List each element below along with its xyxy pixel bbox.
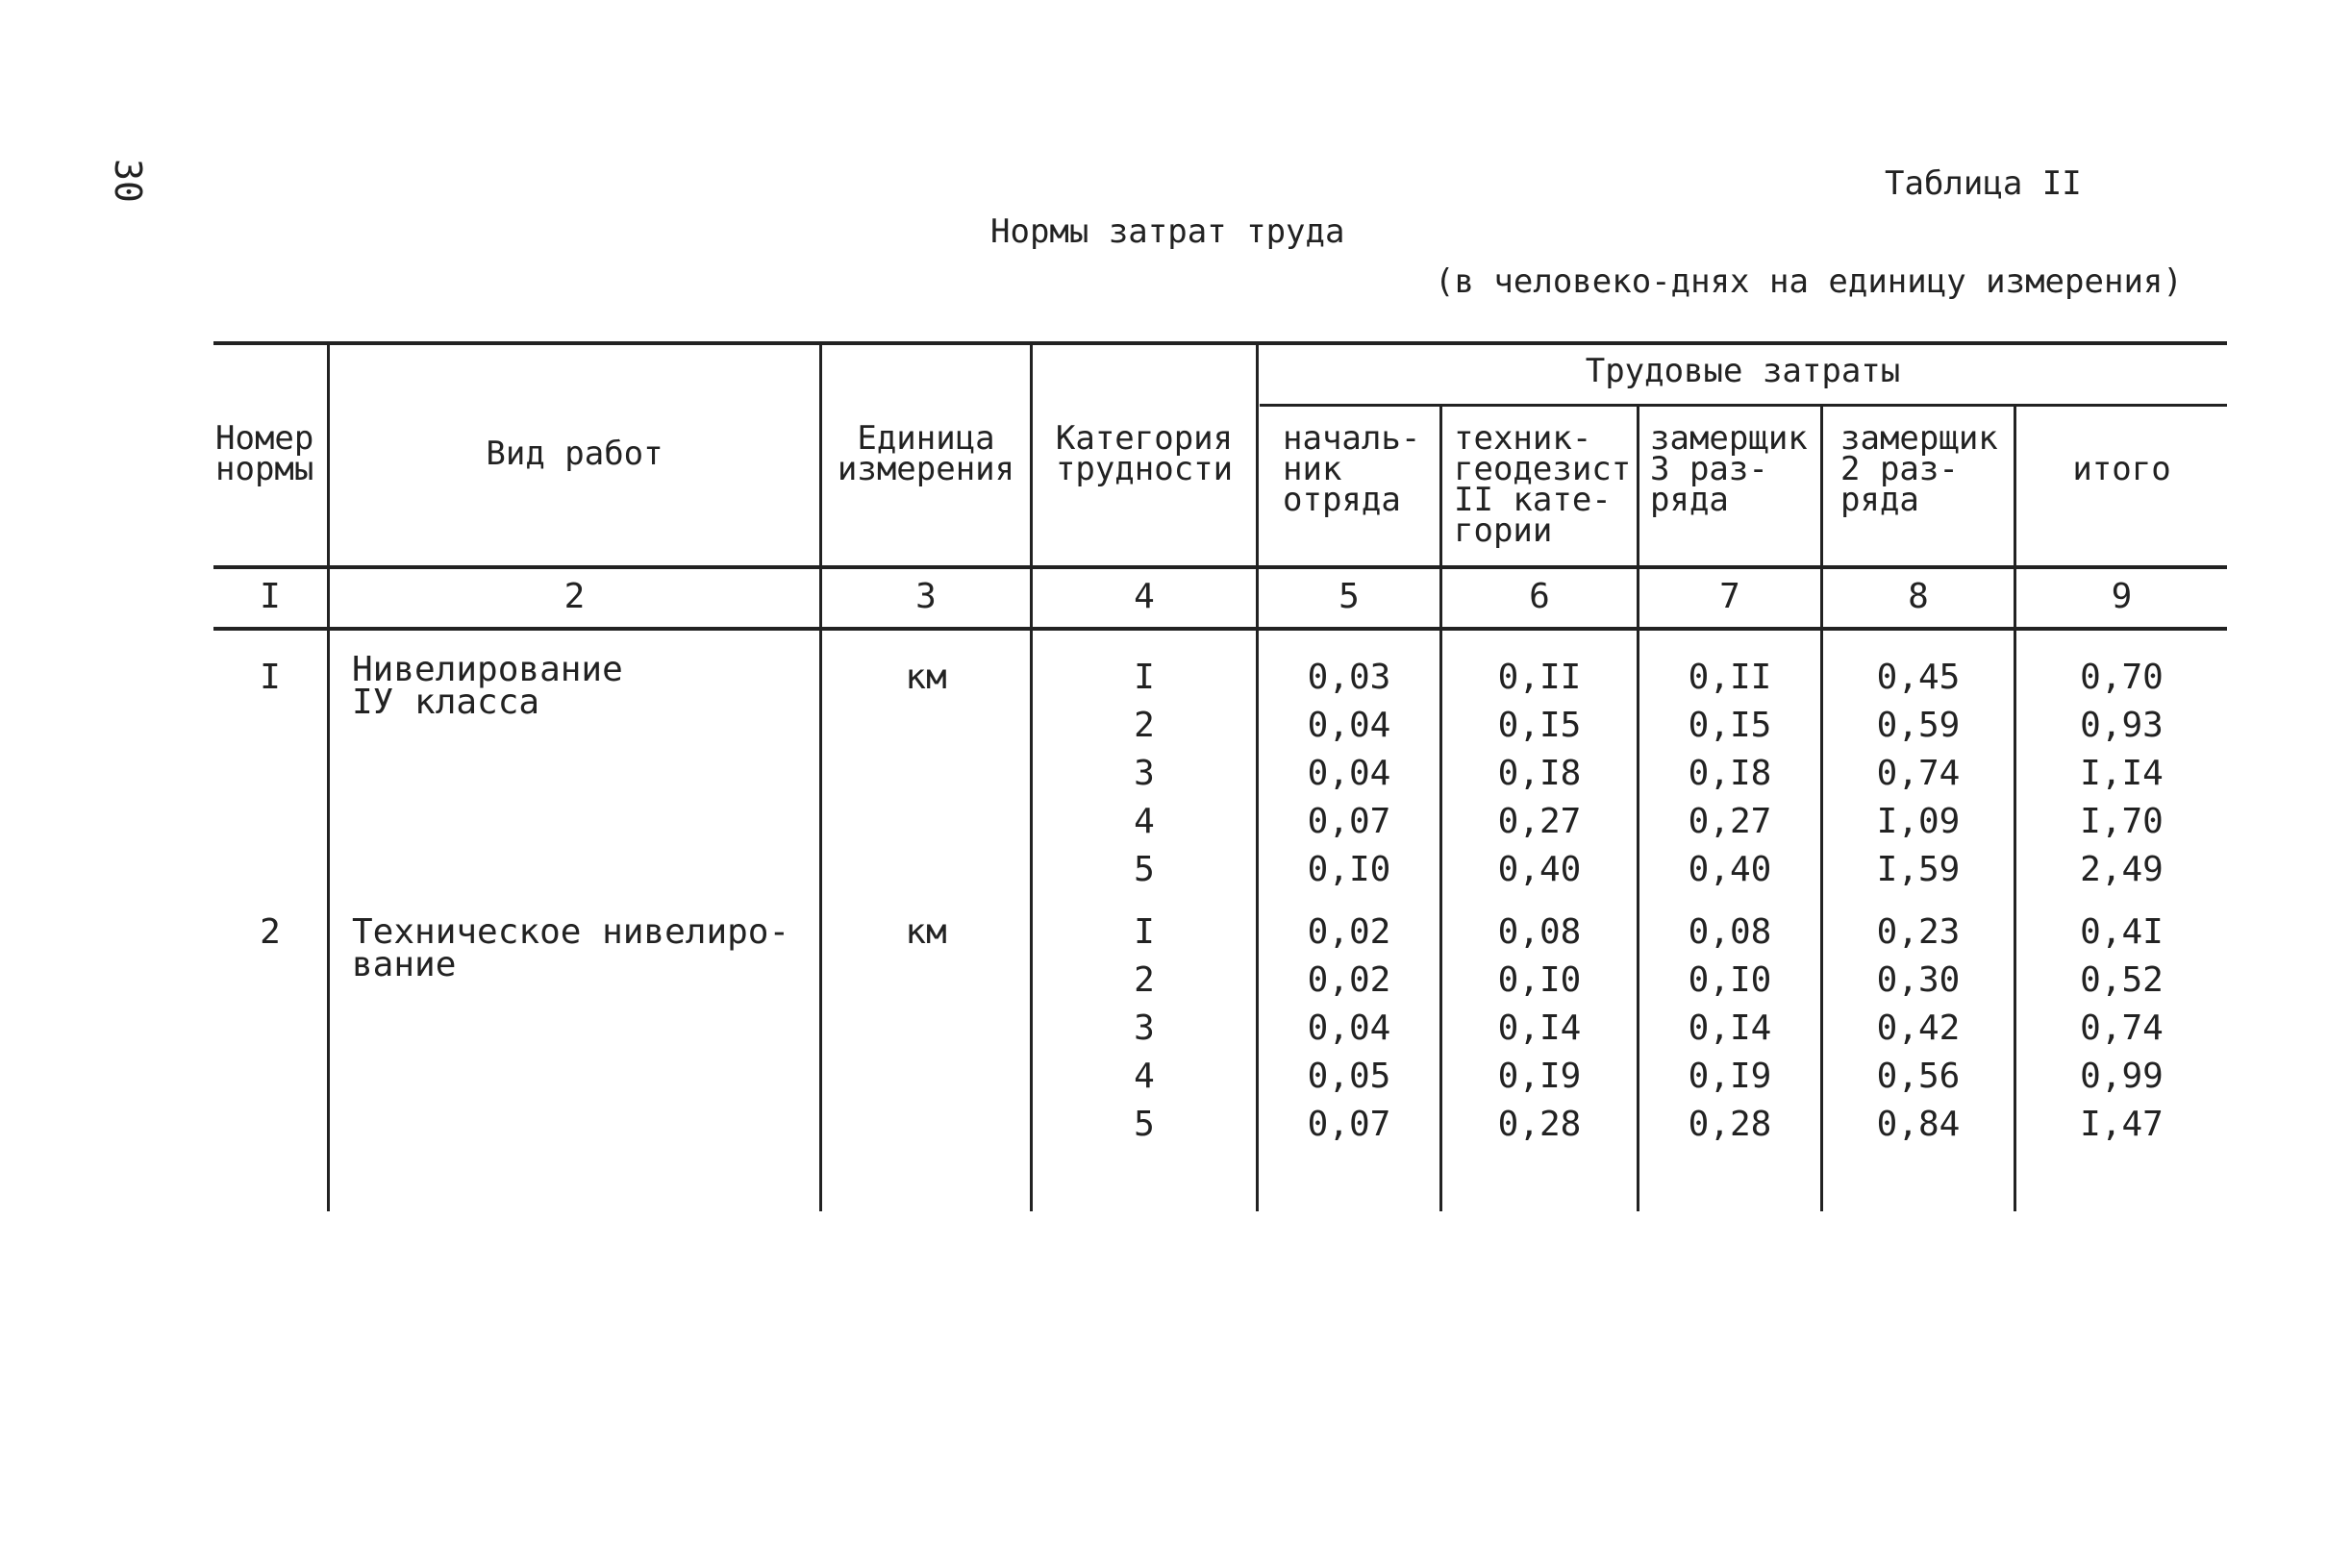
- column-number-6: 6: [1529, 577, 1550, 616]
- column-number-1: I: [260, 577, 281, 616]
- value-chief: 0,03 0,04 0,04 0,07 0,I0: [1307, 658, 1391, 889]
- value-total: 0,70 0,93 I,I4 I,70 2,49: [2080, 658, 2164, 889]
- units-note: (в человеко-днях на единицу измерения): [1435, 262, 2183, 301]
- header-unit: Единица измерения: [837, 419, 1015, 488]
- column-number-8: 8: [1908, 577, 1929, 616]
- value-technician: 0,II 0,I5 0,I8 0,27 0,40: [1497, 658, 1582, 889]
- value-measurer-3: 0,II 0,I5 0,I8 0,27 0,40: [1688, 658, 1772, 889]
- difficulty-category: I 2 3 4 5: [1134, 658, 1155, 889]
- labor-costs-rule: [1260, 404, 2227, 407]
- unit: км: [905, 912, 947, 952]
- work-type: Техническое нивелиро- вание: [352, 912, 790, 984]
- header-col-total: итого: [2072, 450, 2171, 488]
- column-number-5: 5: [1339, 577, 1360, 616]
- col-divider-1: [327, 342, 330, 1211]
- value-chief: 0,02 0,02 0,04 0,05 0,07: [1307, 912, 1391, 1144]
- column-number-3: 3: [915, 577, 937, 616]
- column-number-4: 4: [1134, 577, 1155, 616]
- header-norm-number: Номер нормы: [215, 419, 314, 488]
- column-number-7: 7: [1719, 577, 1740, 616]
- norm-number: 2: [260, 912, 281, 952]
- value-technician: 0,08 0,I0 0,I4 0,I9 0,28: [1497, 912, 1582, 1144]
- header-difficulty: Категория трудности: [1055, 419, 1234, 488]
- header-col-technician: техник- геодезист II кате- гории: [1454, 419, 1632, 550]
- header-col-measurer-3: замерщик 3 раз- ряда: [1650, 419, 1808, 519]
- value-total: 0,4I 0,52 0,74 0,99 I,47: [2080, 912, 2164, 1144]
- norm-number: I: [260, 658, 281, 697]
- difficulty-category: I 2 3 4 5: [1134, 912, 1155, 1144]
- table-title: Нормы затрат труда: [990, 212, 1345, 251]
- value-measurer-2: 0,23 0,30 0,42 0,56 0,84: [1876, 912, 1961, 1144]
- header-bottom-rule: [213, 565, 2227, 569]
- header-col-measurer-2: замерщик 2 раз- ряда: [1840, 419, 1998, 519]
- value-measurer-2: 0,45 0,59 0,74 I,09 I,59: [1876, 658, 1961, 889]
- column-numbers-rule: [213, 627, 2227, 631]
- table-label: Таблица II: [1885, 164, 2082, 203]
- unit: км: [905, 658, 947, 697]
- header-work-type: Вид работ: [486, 435, 663, 473]
- work-type: Нивелирование IУ класса: [352, 650, 623, 722]
- header-labor-costs: Трудовые затраты: [1585, 352, 1901, 390]
- header-col-chief: началь- ник отряда: [1283, 419, 1421, 519]
- table-top-rule: [213, 341, 2227, 345]
- page-number: 30: [107, 159, 149, 203]
- column-number-2: 2: [563, 577, 586, 616]
- column-number-9: 9: [2111, 577, 2133, 616]
- value-measurer-3: 0,08 0,I0 0,I4 0,I9 0,28: [1688, 912, 1772, 1144]
